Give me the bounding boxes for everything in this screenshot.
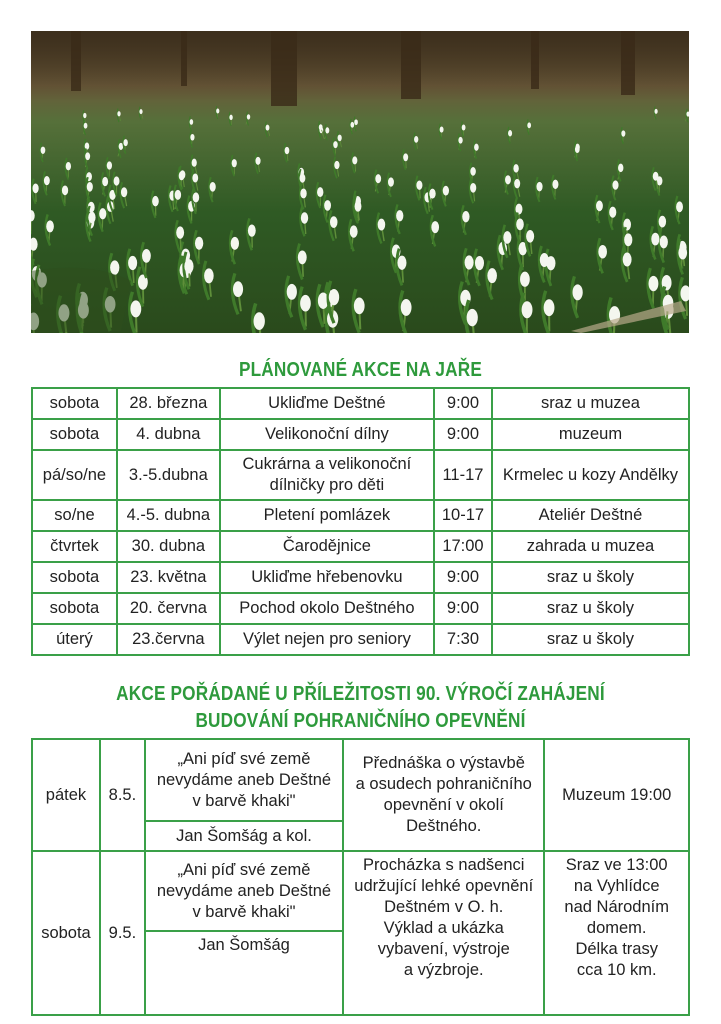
spring-event-date: 4. dubna — [117, 419, 220, 450]
spring-event-day: sobota — [32, 419, 117, 450]
spring-event-date: 4.-5. dubna — [117, 500, 220, 531]
spring-event-row — [32, 388, 689, 419]
spring-events-table — [31, 387, 690, 656]
spring-event-row — [32, 562, 689, 593]
anniversary-event-title: „Ani píď své země nevydáme aneb Deštné v barvě khaki" — [145, 851, 343, 931]
spring-event-event: Pochod okolo Deštného — [220, 593, 434, 624]
spring-event-event: Ukliďme Deštné — [220, 388, 434, 419]
spring-event-day: sobota — [32, 593, 117, 624]
snowdrops-photo — [31, 31, 689, 333]
spring-event-date: 3.-5.dubna — [117, 450, 220, 500]
spring-event-date: 20. června — [117, 593, 220, 624]
anniversary-event-place: Sraz ve 13:00 na Vyhlídce nad Národním domem. Délka trasy cca 10 km. — [544, 851, 689, 1015]
anniversary-title-line2: BUDOVÁNÍ POHRANIČNÍHO OPEVNĚNÍ — [195, 710, 526, 732]
anniversary-event-day: sobota — [32, 851, 100, 1015]
spring-event-time: 9:00 — [434, 388, 492, 419]
anniversary-event-author: Jan Šomšág — [145, 931, 343, 1015]
spring-event-time: 9:00 — [434, 562, 492, 593]
spring-event-event: Velikonoční dílny — [220, 419, 434, 450]
spring-event-row — [32, 450, 689, 500]
spring-event-time: 17:00 — [434, 531, 492, 562]
spring-event-row — [32, 500, 689, 531]
anniversary-events-body — [32, 739, 689, 1015]
spring-event-row — [32, 624, 689, 655]
spring-event-event: Cukrárna a velikonoční dílničky pro děti — [220, 450, 434, 500]
spring-event-time: 9:00 — [434, 593, 492, 624]
spring-event-event: Pletení pomlázek — [220, 500, 434, 531]
anniversary-event-row — [32, 739, 689, 821]
spring-event-day: pá/so/ne — [32, 450, 117, 500]
spring-event-day: úterý — [32, 624, 117, 655]
anniversary-event-date: 9.5. — [100, 851, 145, 1015]
anniversary-event-title: „Ani píď své země nevydáme aneb Deštné v barvě khaki" — [145, 739, 343, 821]
anniversary-event-author: Jan Šomšág a kol. — [145, 821, 343, 851]
spring-event-time: 9:00 — [434, 419, 492, 450]
spring-event-time: 10-17 — [434, 500, 492, 531]
spring-event-place: Ateliér Deštné — [492, 500, 689, 531]
anniversary-event-description: Přednáška o výstavbě a osudech pohraničního opevnění v okolí Deštného. — [343, 739, 544, 851]
spring-event-row — [32, 593, 689, 624]
spring-event-day: sobota — [32, 562, 117, 593]
spring-events-body — [32, 388, 689, 655]
spring-event-time: 7:30 — [434, 624, 492, 655]
spring-events-title: PLÁNOVANÉ AKCE NA JAŘE — [238, 359, 483, 381]
spring-event-date: 28. března — [117, 388, 220, 419]
spring-event-place: sraz u školy — [492, 624, 689, 655]
anniversary-title — [50, 681, 670, 735]
spring-event-row — [32, 419, 689, 450]
spring-event-place: sraz u školy — [492, 562, 689, 593]
spring-event-place: sraz u muzea — [492, 388, 689, 419]
spring-event-day: sobota — [32, 388, 117, 419]
spring-event-event: Ukliďme hřebenovku — [220, 562, 434, 593]
spring-event-date: 30. dubna — [117, 531, 220, 562]
spring-event-day: so/ne — [32, 500, 117, 531]
anniversary-event-place: Muzeum 19:00 — [544, 739, 689, 851]
spring-event-day: čtvrtek — [32, 531, 117, 562]
anniversary-events-table — [31, 738, 690, 1016]
spring-event-date: 23. května — [117, 562, 220, 593]
spring-event-place: Krmelec u kozy Andělky — [492, 450, 689, 500]
anniversary-title-line1: AKCE POŘÁDANÉ U PŘÍLEŽITOSTI 90. VÝROČÍ ZAHÁJENÍ — [116, 683, 605, 705]
spring-event-event: Čarodějnice — [220, 531, 434, 562]
spring-event-time: 11-17 — [434, 450, 492, 500]
spring-event-date: 23.června — [117, 624, 220, 655]
anniversary-event-day: pátek — [32, 739, 100, 851]
spring-event-place: zahrada u muzea — [492, 531, 689, 562]
anniversary-event-row — [32, 851, 689, 931]
spring-event-place: muzeum — [492, 419, 689, 450]
spring-event-event: Výlet nejen pro seniory — [220, 624, 434, 655]
spring-event-place: sraz u školy — [492, 593, 689, 624]
snowdrops-photo-image — [31, 31, 689, 333]
spring-event-row — [32, 531, 689, 562]
anniversary-event-date: 8.5. — [100, 739, 145, 851]
anniversary-event-description: Procházka s nadšenci udržující lehké opevnění Deštném v O. h. Výklad a ukázka vybavení, výstroje a výzbroje. — [343, 851, 544, 1015]
